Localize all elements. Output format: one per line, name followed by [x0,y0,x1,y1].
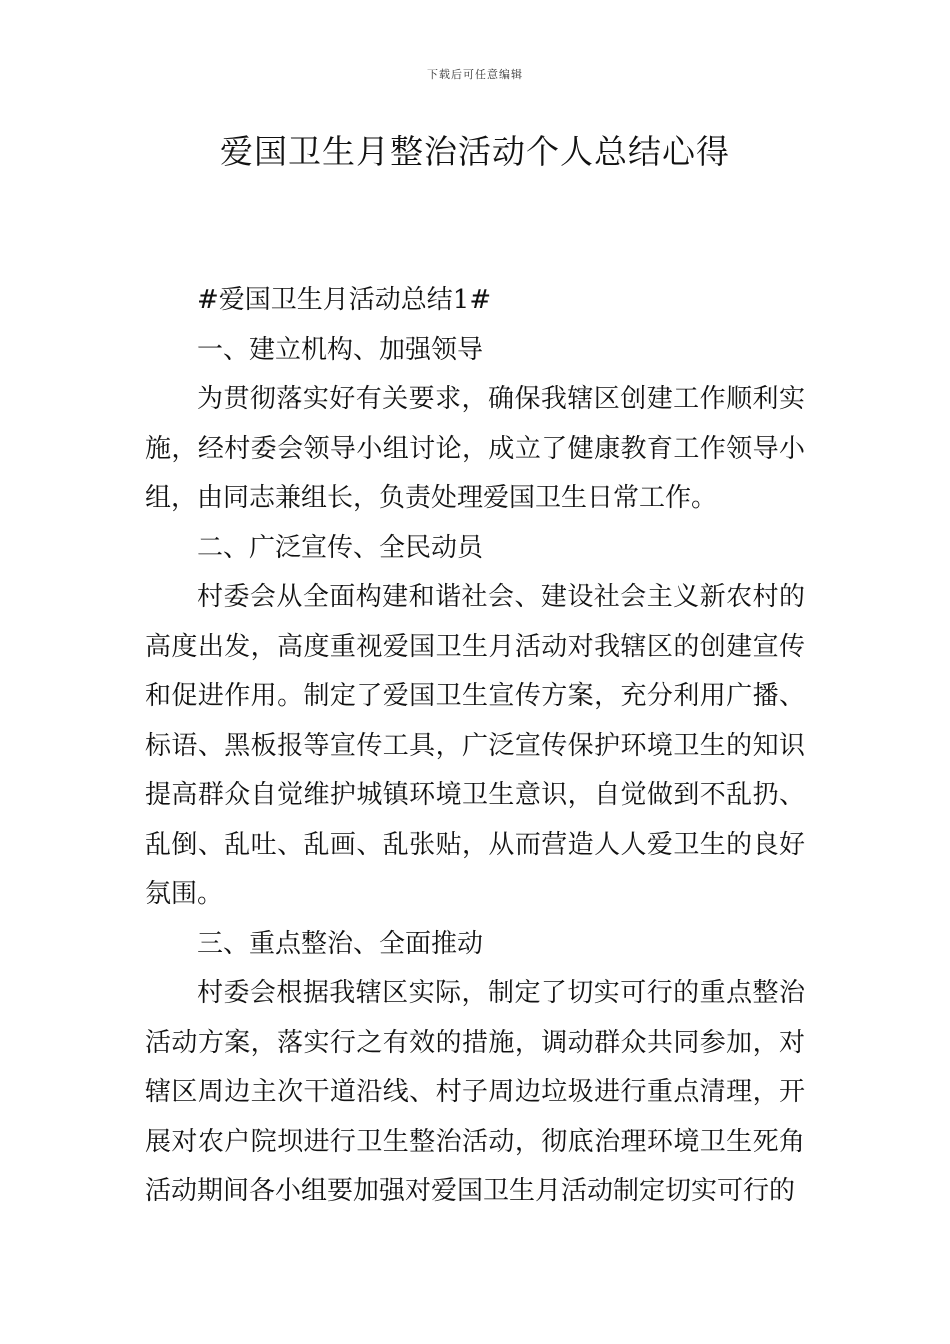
section-heading: 二、广泛宣传、全民动员 [197,532,484,563]
section-heading: 三、重点整治、全面推动 [197,928,484,959]
paragraph: 为贯彻落实好有关要求，确保我辖区创建工作顺利实施，经村委会领导小组讨论，成立了健康教育工作领导小组，由同志兼组长，负责处理爱国卫生日常工作。 [145,384,805,513]
document-body [145,276,805,1217]
header-note: 下载后可任意编辑 [427,68,523,81]
section-heading: #爱国卫生月活动总结1# [197,285,492,315]
paragraph: 村委会从全面构建和谐社会、建设社会主义新农村的高度出发，高度重视爱国卫生月活动对我辖区的创建宣传和促进作用。制定了爱国卫生宣传方案，充分利用广播、标语、黑板报等宣传工具，广泛宣传保护环境卫生的知识提高群众自觉维护城镇环境卫生意识，自觉做到不乱扔、乱倒、乱吐、乱画、乱张贴，从而营造人人爱卫生的良好氛围。 [145,582,805,909]
document-title: 爱国卫生月整治活动个人总结心得 [220,132,730,171]
section-heading: 一、建立机构、加强领导 [197,334,484,365]
paragraph: 村委会根据我辖区实际，制定了切实可行的重点整治活动方案，落实行之有效的措施，调动群众共同参加，对辖区周边主次干道沿线、村子周边垃圾进行重点清理，开展对农户院坝进行卫生整治活动，彻底治理环境卫生死角活动期间各小组要加强对爱国卫生月活动制定切实可行的 [145,978,805,1206]
